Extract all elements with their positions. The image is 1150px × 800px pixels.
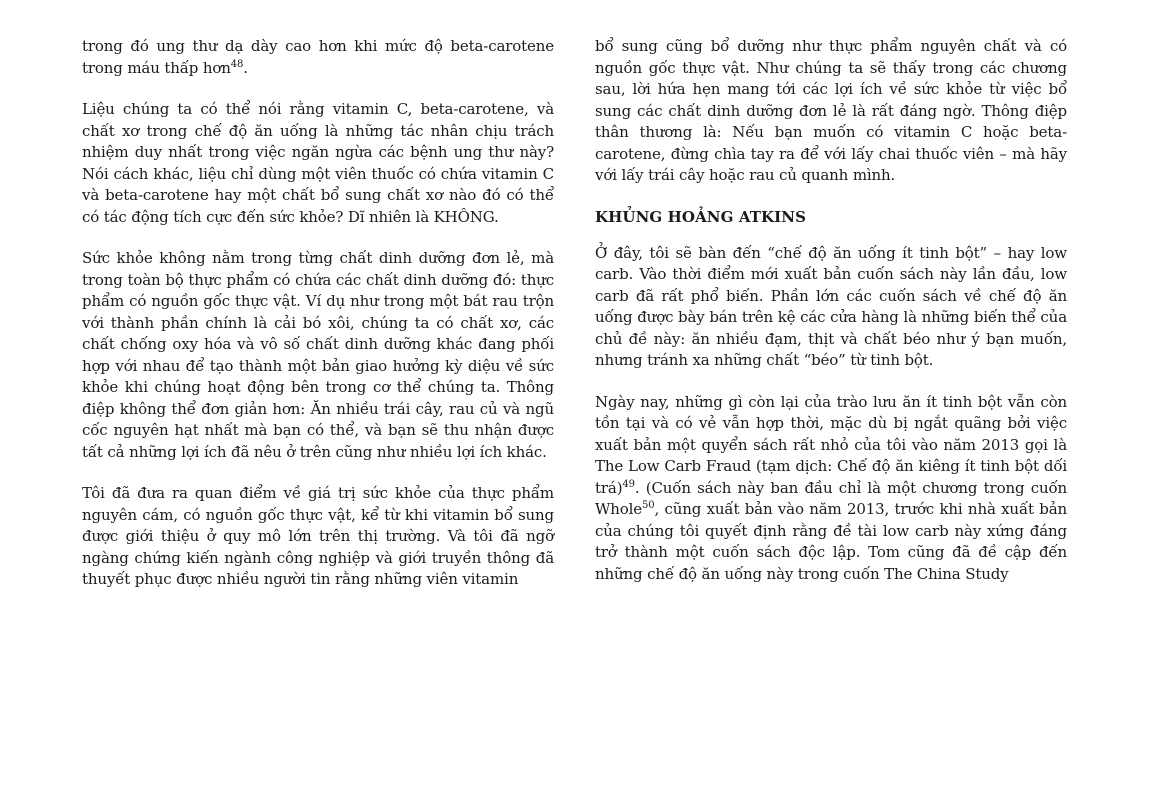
paragraph: Sức khỏe không nằm trong từng chất dinh dưỡng đơn lẻ, mà trong toàn bộ thực phẩm có chứa các chất dinh dưỡng đó: thực phẩm có nguồn gốc thực vật. Ví dụ như trong một bát rau trộn với thành phần chính là cải bó xôi, chúng ta có chất xơ, các chất chống oxy hóa và vô số chất dinh dưỡng khác đang phối hợp với nhau để tạo thành một bản giao hưởng kỳ diệu về sức khỏe khi chúng hoạt động bên trong cơ thể chúng ta. Thông điệp không thể đơn giản hơn: Ăn nhiều trái cây, rau củ và ngũ cốc nguyên hạt nhất mà bạn có thể, và bạn sẽ thu nhận được tất cả những lợi ích đã nêu ở trên cũng như nhiều lợi ích khác.	[82, 249, 554, 461]
left-column	[82, 36, 554, 611]
footnote-ref[interactable]: 50	[642, 500, 655, 511]
paragraph: Liệu chúng ta có thể nói rằng vitamin C, beta-carotene, và chất xơ trong chế độ ăn uống là những tác nhân chịu trách nhiệm duy nhất trong việc ngăn ngừa các bệnh ung thư này? Nói cách khác, liệu chỉ dùng một viên thuốc có chứa vitamin C và beta-carotene hay một chất bổ sung chất xơ nào đó có thể có tác động tích cực đến sức khỏe? Dĩ nhiên là KHÔNG.	[82, 100, 554, 226]
paragraph: trong đó ung thư dạ dày cao hơn khi mức độ beta-carotene trong máu thấp hơn$^{48}$.	[82, 37, 554, 77]
section-heading: KHỦNG HOẢNG ATKINS	[595, 207, 807, 226]
paragraph: Tôi đã đưa ra quan điểm về giá trị sức khỏe của thực phẩm nguyên cám, có nguồn gốc thực vật, kể từ khi vitamin bổ sung được giới thiệu ở quy mô lớn trên thị trường. Và tôi đã ngỡ ngàng chứng kiến ngành công nghiệp và giới truyền thông đã thuyết phục được nhiều người tin rằng những viên vitamin	[82, 484, 554, 588]
paragraph: bổ sung cũng bổ dưỡng như thực phẩm nguyên chất và có nguồn gốc thực vật. Như chúng ta sẽ thấy trong các chương sau, lời hứa hẹn mang tới các lợi ích về sức khỏe từ việc bổ sung các chất dinh dưỡng đơn lẻ là rất đáng ngờ. Thông điệp thân thương là: Nếu bạn muốn có vitamin C hoặc beta-carotene, đừng chìa tay ra để với lấy chai thuốc viên – mà hãy với lấy trái cây hoặc rau củ quanh mình.	[595, 37, 1067, 184]
right-column	[595, 36, 1067, 605]
paragraph: Ở đây, tôi sẽ bàn đến “chế độ ăn uống ít tinh bột” – hay low carb. Vào thời điểm mới xuất bản cuốn sách này lần đầu, low carb đã rất phổ biến. Phần lớn các cuốn sách về chế độ ăn uống được bày bán trên kệ các cửa hàng là những biến thể của chủ đề này: ăn nhiều đạm, thịt và chất béo như ý bạn muốn, nhưng tránh xa những chất “béo” từ tinh bột.	[595, 243, 1067, 369]
footnote-ref[interactable]: 48	[230, 58, 244, 70]
footnote-ref[interactable]: 49	[622, 478, 635, 490]
paragraph: Ngày nay, những gì còn lại của trào lưu ăn ít tinh bột vẫn còn tồn tại và có vẻ vẫn hợp thời, mặc dù bị ngắt quãng bởi việc xuất bản một quyển sách rất nhỏ của tôi vào năm 2013 gọi là The Low Carb Fraud (tạm dịch: Chế độ ăn kiêng ít tinh bột dối trá)$^{49}$. (Cuốn sách này ban đầu chỉ là một chương trong cuốn Whole$^{50}$, cũng xuất bản vào năm 2013, trước khi nhà xuất bản của chúng tôi quyết định rằng đề tài low carb này xứng đáng trở thành một cuốn sách độc lập. Tom cũng đã đề cập đến những chế độ ăn uống này trong cuốn The China Study	[595, 392, 1067, 583]
